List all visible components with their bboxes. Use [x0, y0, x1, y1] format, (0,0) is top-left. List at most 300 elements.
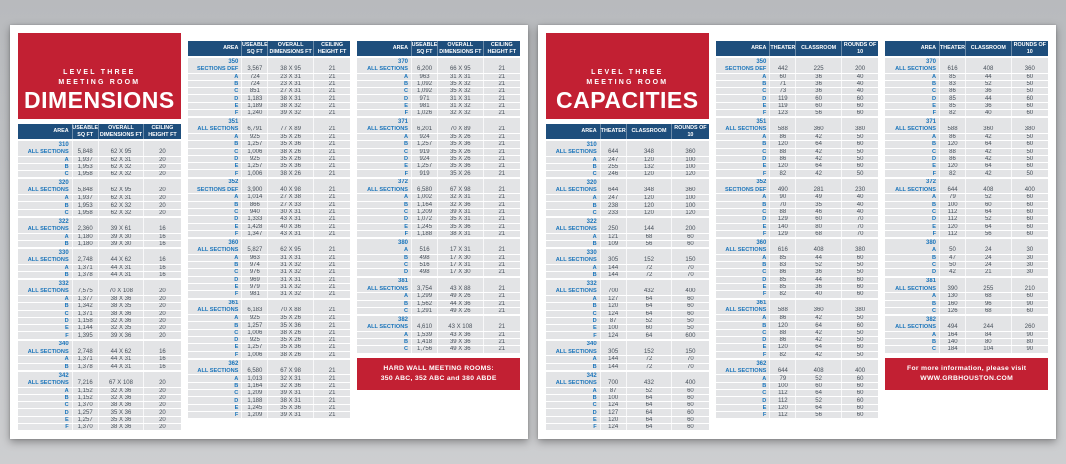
value-cell: 21 — [965, 269, 1011, 275]
value-cell: 44 — [965, 74, 1011, 80]
table-row — [546, 187, 709, 194]
area-label: ALL SECTIONS — [367, 285, 409, 292]
value-cell: 112 — [769, 390, 795, 396]
value-cell: 85 — [939, 95, 965, 101]
area-label: E — [234, 102, 239, 109]
value-cell: 86 — [769, 134, 795, 140]
value-cell: 62 X 32 — [98, 164, 144, 170]
value-cell: 68 — [965, 293, 1011, 299]
value-cell: 50 — [1011, 170, 1048, 176]
area-label: F — [593, 424, 597, 431]
value-cell: 1,013 — [241, 375, 267, 381]
area-label: F — [762, 110, 767, 117]
value-cell: 90 — [769, 194, 795, 200]
value-cell: 35 X 26 — [267, 134, 313, 140]
value-cell: 3,754 — [411, 285, 437, 292]
title-level-line: LEVEL THREE — [591, 69, 664, 77]
table-row — [716, 133, 879, 140]
value-cell: 21 — [483, 339, 520, 345]
value-cell: 20 — [143, 388, 180, 394]
column-header: AREA — [223, 45, 239, 52]
value-cell: 38 X 31 — [267, 95, 313, 101]
value-cell: 70 — [671, 356, 708, 362]
spacer-cell — [965, 179, 1011, 186]
value-cell: 21 — [483, 224, 520, 230]
area-label: B — [592, 202, 597, 209]
value-cell: 60 — [1011, 202, 1048, 208]
column-header: USEABLE SQ FT — [411, 42, 438, 55]
value-cell: 1,006 — [241, 330, 267, 336]
value-cell: 72 — [626, 364, 672, 370]
value-cell: 56 — [965, 231, 1011, 237]
value-cell: 50 — [841, 156, 878, 162]
room-group-372 — [885, 179, 1048, 237]
value-cell: 36 — [965, 88, 1011, 94]
area-label: E — [932, 163, 937, 170]
value-cell: 21 — [483, 285, 520, 292]
area-label: F — [762, 351, 767, 358]
area-label: D — [931, 269, 937, 276]
table-row — [885, 155, 1048, 162]
room-group-361 — [188, 300, 351, 358]
spacer-cell — [841, 58, 878, 65]
spacer-cell — [72, 218, 98, 225]
value-cell: 1,756 — [411, 346, 437, 352]
area-label: F — [65, 332, 69, 339]
value-cell: 21 — [483, 301, 520, 307]
area-label: ALL SECTIONS — [725, 307, 767, 314]
value-cell: 21 — [313, 262, 350, 268]
table-row — [188, 276, 351, 283]
area-label: ALL SECTIONS — [895, 186, 937, 193]
value-cell: 971 — [411, 95, 437, 101]
area-label: C — [403, 209, 409, 216]
value-cell: 43 X 88 — [437, 285, 483, 292]
spacer-cell — [98, 218, 144, 225]
value-cell: 31 X 31 — [437, 74, 483, 80]
area-label: A — [234, 375, 239, 382]
area-label: D — [234, 216, 239, 223]
table-row — [885, 87, 1048, 94]
spacer-cell — [965, 118, 1011, 125]
table-row — [357, 65, 520, 72]
value-cell: 1,240 — [241, 110, 267, 116]
room-group-350 — [188, 58, 351, 116]
value-cell: 21 — [313, 163, 350, 169]
area-label: D — [403, 216, 409, 223]
value-cell: 100 — [600, 395, 626, 401]
value-cell: 925 — [241, 315, 267, 321]
value-cell: 21 — [483, 170, 520, 176]
area-label: D — [64, 409, 69, 416]
table-row — [188, 404, 351, 411]
spacer-cell — [411, 118, 437, 125]
table-row — [885, 307, 1048, 314]
value-cell: 60 — [671, 388, 708, 394]
area-label: ALL SECTIONS — [895, 285, 937, 292]
table-row — [357, 292, 520, 299]
room-number: 342 — [586, 372, 597, 379]
room-number-row — [716, 239, 879, 246]
value-cell: 16 — [143, 241, 180, 247]
table-row — [188, 208, 351, 215]
room-number: 361 — [228, 300, 239, 307]
area-label: B — [931, 300, 937, 307]
value-cell: 588 — [939, 126, 965, 133]
room-number-row — [885, 179, 1048, 186]
value-cell: 30 X 31 — [267, 209, 313, 215]
value-cell: 305 — [600, 256, 626, 263]
value-cell: 42 — [795, 134, 841, 140]
value-cell: 600 — [671, 332, 708, 338]
area-label: B — [931, 201, 937, 208]
value-cell: 1,291 — [411, 308, 437, 314]
spacer-cell — [143, 341, 180, 348]
spacer-cell — [600, 249, 626, 256]
value-cell: 64 — [626, 409, 672, 415]
value-cell: 38 X 36 — [98, 402, 144, 408]
spacer-cell — [1011, 278, 1048, 285]
room-number: 310 — [58, 141, 69, 148]
value-cell: 120 — [626, 171, 672, 177]
value-cell: 20 — [143, 157, 180, 163]
value-cell: 72 — [626, 265, 672, 271]
value-cell: 32 X 32 — [437, 110, 483, 116]
value-cell: 144 — [600, 265, 626, 271]
value-cell: 64 — [965, 224, 1011, 230]
value-cell: 50 — [841, 134, 878, 140]
hard-wall-note-line-2: 350 ABC, 352 ABC and 380 ABDE — [380, 375, 497, 383]
value-cell: 21 — [313, 134, 350, 140]
table-row — [885, 193, 1048, 200]
area-label: B — [234, 322, 239, 329]
spacer-cell — [841, 360, 878, 367]
area-label: A — [762, 73, 767, 80]
value-cell: 31 X 32 — [267, 284, 313, 290]
value-cell: 64 — [626, 311, 672, 317]
room-number-row — [357, 316, 520, 323]
table-row — [885, 215, 1048, 222]
value-cell: 408 — [965, 186, 1011, 193]
room-number: 382 — [926, 316, 937, 323]
table-row — [18, 408, 181, 415]
value-cell: 39 X 30 — [98, 241, 144, 247]
table-row — [716, 290, 879, 297]
value-cell: 50 — [841, 352, 878, 358]
value-cell: 1,371 — [72, 356, 98, 362]
value-cell: 27 X 33 — [267, 202, 313, 208]
spacer-cell — [411, 239, 437, 246]
value-cell: 38 X 36 — [98, 296, 144, 302]
value-cell: 1,371 — [72, 311, 98, 317]
value-cell: 21 — [483, 74, 520, 80]
table-row — [716, 208, 879, 215]
value-cell: 38 X 95 — [267, 65, 313, 72]
spacer-cell — [1011, 118, 1048, 125]
value-cell: 120 — [626, 157, 672, 163]
table-row — [188, 329, 351, 336]
value-cell: 32 X 36 — [437, 202, 483, 208]
value-cell: 60 — [671, 303, 708, 309]
column-header: ROUNDS OF 10 — [841, 41, 878, 56]
value-cell: 21 — [313, 405, 350, 411]
value-cell: 60 — [841, 291, 878, 297]
table-row — [885, 94, 1048, 101]
table-row — [357, 268, 520, 275]
room-number-row — [716, 300, 879, 307]
value-cell: 62 X 95 — [98, 187, 144, 194]
value-cell: 616 — [769, 246, 795, 253]
area-label: D — [234, 95, 239, 102]
value-cell: 247 — [600, 195, 626, 201]
table-row — [357, 140, 520, 147]
value-cell: 121 — [600, 234, 626, 240]
area-label: A — [403, 293, 409, 300]
value-cell: 36 — [795, 81, 841, 87]
area-label: A — [403, 73, 409, 80]
value-cell: 120 — [769, 344, 795, 350]
area-label: ALL SECTIONS — [27, 225, 69, 232]
value-cell: 250 — [600, 225, 626, 232]
column-header: CEILING HEIGHT FT — [313, 41, 350, 56]
value-cell: 60 — [1011, 293, 1048, 299]
value-cell: 82 — [939, 110, 965, 116]
table-row — [18, 288, 181, 295]
area-label: ALL SECTIONS — [895, 126, 937, 133]
room-group-310 — [546, 141, 709, 177]
table-row — [357, 223, 520, 230]
room-number: 310 — [586, 141, 597, 148]
area-label: C — [403, 88, 409, 95]
table-row — [188, 351, 351, 358]
value-cell: 85 — [769, 277, 795, 283]
value-cell: 21 — [313, 231, 350, 237]
area-label: F — [65, 424, 69, 431]
value-cell: 42 — [965, 156, 1011, 162]
area-label: ALL SECTIONS — [725, 247, 767, 254]
value-cell: 82 — [769, 291, 795, 297]
room-number: 330 — [586, 249, 597, 256]
area-label: B — [64, 394, 69, 401]
spacer-cell — [437, 278, 483, 285]
value-cell: 360 — [1011, 65, 1048, 72]
value-cell: 39 X 31 — [267, 390, 313, 396]
value-cell: 60 — [1011, 163, 1048, 169]
table-row — [546, 394, 709, 401]
value-cell: 60 — [841, 397, 878, 403]
room-number: 332 — [58, 280, 69, 287]
value-cell: 1,299 — [411, 293, 437, 299]
area-label: C — [403, 148, 409, 155]
area-label: B — [762, 201, 767, 208]
value-cell: 35 X 26 — [437, 149, 483, 155]
area-label: A — [592, 296, 597, 303]
table-row — [885, 208, 1048, 215]
spacer-cell — [483, 316, 520, 323]
capacities-table-3 — [885, 41, 1048, 353]
spacer-cell — [313, 360, 350, 367]
value-cell: 21 — [483, 156, 520, 162]
area-label: B — [234, 262, 239, 269]
area-label: F — [404, 230, 409, 237]
room-group-362 — [716, 360, 879, 418]
value-cell: 60 — [965, 202, 1011, 208]
value-cell: 120 — [671, 210, 708, 216]
value-cell: 30 — [1011, 269, 1048, 275]
value-cell: 35 X 36 — [437, 163, 483, 169]
table-row — [357, 338, 520, 345]
table-row — [716, 80, 879, 87]
area-label: C — [64, 171, 69, 178]
value-cell: 50 — [841, 170, 878, 176]
area-label: B — [403, 141, 409, 148]
value-cell: 2,748 — [72, 256, 98, 263]
value-cell: 20 — [143, 148, 180, 155]
table-header-row — [357, 41, 520, 56]
value-cell: 67 X 108 — [98, 379, 144, 386]
value-cell: 1,183 — [241, 95, 267, 101]
room-number: 381 — [926, 278, 937, 285]
value-cell: 124 — [600, 402, 626, 408]
table-row — [18, 423, 181, 430]
value-cell: 21 — [313, 390, 350, 396]
value-cell: 925 — [241, 134, 267, 140]
value-cell: 35 X 26 — [267, 315, 313, 321]
area-label: D — [592, 409, 597, 416]
value-cell: 23 X 31 — [267, 81, 313, 87]
table-row — [716, 382, 879, 389]
value-cell: 50 — [1011, 149, 1048, 155]
table-row — [546, 348, 709, 355]
value-cell: 21 — [313, 397, 350, 403]
value-cell: 35 X 36 — [437, 224, 483, 230]
value-cell: 21 — [313, 307, 350, 314]
room-number: 352 — [756, 179, 767, 186]
value-cell: 979 — [241, 284, 267, 290]
table-row — [716, 94, 879, 101]
value-cell: 62 X 31 — [98, 157, 144, 163]
value-cell: 21 — [313, 216, 350, 222]
value-cell: 80 — [795, 224, 841, 230]
value-cell: 164 — [939, 332, 965, 338]
table-row — [716, 351, 879, 358]
room-number-row — [188, 360, 351, 367]
table-row — [18, 170, 181, 177]
room-number: 322 — [58, 218, 69, 225]
table-row — [357, 102, 520, 109]
value-cell: 85 — [769, 284, 795, 290]
table-row — [357, 345, 520, 352]
value-cell: 88 — [769, 149, 795, 155]
table-row — [357, 246, 520, 253]
grbhouston-url[interactable]: WWW.GRBHOUSTON.COM — [920, 375, 1014, 383]
value-cell: 64 — [965, 141, 1011, 147]
area-label: C — [592, 402, 597, 409]
area-label: ALL SECTIONS — [895, 324, 937, 331]
table-row — [357, 254, 520, 261]
room-number-row — [188, 118, 351, 125]
table-header-row — [188, 41, 351, 56]
area-label: B — [762, 81, 767, 88]
spacer-cell — [671, 141, 708, 148]
table-row — [357, 193, 520, 200]
table-row — [357, 307, 520, 314]
value-cell: 1,188 — [241, 397, 267, 403]
table-row — [546, 240, 709, 247]
value-cell: 72 — [626, 272, 672, 278]
value-cell: 498 — [411, 255, 437, 261]
table-row — [716, 396, 879, 403]
room-number-row — [18, 141, 181, 148]
value-cell: 7,216 — [72, 379, 98, 386]
value-cell: 60 — [841, 383, 878, 389]
area-label: ALL SECTIONS — [197, 307, 239, 314]
spacer-cell — [965, 239, 1011, 246]
column-header: CLASSROOM — [965, 41, 1011, 56]
value-cell: 21 — [313, 375, 350, 381]
value-cell: 120 — [671, 171, 708, 177]
value-cell: 1,245 — [411, 224, 437, 230]
table-row — [885, 285, 1048, 292]
value-cell: 6,580 — [241, 367, 267, 374]
value-cell: 16 — [143, 256, 180, 263]
area-label: F — [932, 230, 937, 237]
value-cell: 644 — [769, 367, 795, 374]
value-cell: 20 — [143, 296, 180, 302]
value-cell: 60 — [841, 344, 878, 350]
value-cell: 1,953 — [72, 164, 98, 170]
value-cell: 31 X 31 — [437, 95, 483, 101]
value-cell: 42 — [795, 352, 841, 358]
room-number: 320 — [586, 180, 597, 187]
title-level-line: LEVEL THREE — [63, 69, 136, 77]
value-cell: 184 — [939, 346, 965, 352]
value-cell: 1,152 — [72, 388, 98, 394]
value-cell: 6,201 — [411, 126, 437, 133]
value-cell: 100 — [671, 195, 708, 201]
table-row — [18, 201, 181, 208]
room-group-380 — [357, 239, 520, 275]
value-cell: 44 — [795, 255, 841, 261]
value-cell: 79 — [769, 375, 795, 381]
value-cell: 43 X 31 — [267, 231, 313, 237]
table-row — [357, 109, 520, 116]
table-row — [716, 215, 879, 222]
area-label: ALL SECTIONS — [555, 225, 597, 232]
area-label: D — [403, 269, 409, 276]
room-number-row — [188, 239, 351, 246]
value-cell: 400 — [841, 367, 878, 374]
table-row — [716, 109, 879, 116]
value-cell: 1,188 — [411, 231, 437, 237]
table-row — [357, 80, 520, 87]
room-group-380 — [885, 239, 1048, 275]
area-label: C — [762, 209, 767, 216]
value-cell: 38 X 26 — [267, 149, 313, 155]
table-row — [357, 186, 520, 193]
table-row — [716, 283, 879, 290]
table-row — [546, 355, 709, 362]
value-cell: 1,152 — [72, 395, 98, 401]
room-number-row — [716, 179, 879, 186]
area-label: F — [762, 170, 767, 177]
value-cell: 32 X 36 — [267, 383, 313, 389]
area-label: C — [931, 88, 937, 95]
column-header: ROUNDS OF 10 — [1011, 41, 1048, 56]
table-row — [716, 389, 879, 396]
spacer-cell — [411, 58, 437, 65]
area-label: D — [762, 337, 767, 344]
